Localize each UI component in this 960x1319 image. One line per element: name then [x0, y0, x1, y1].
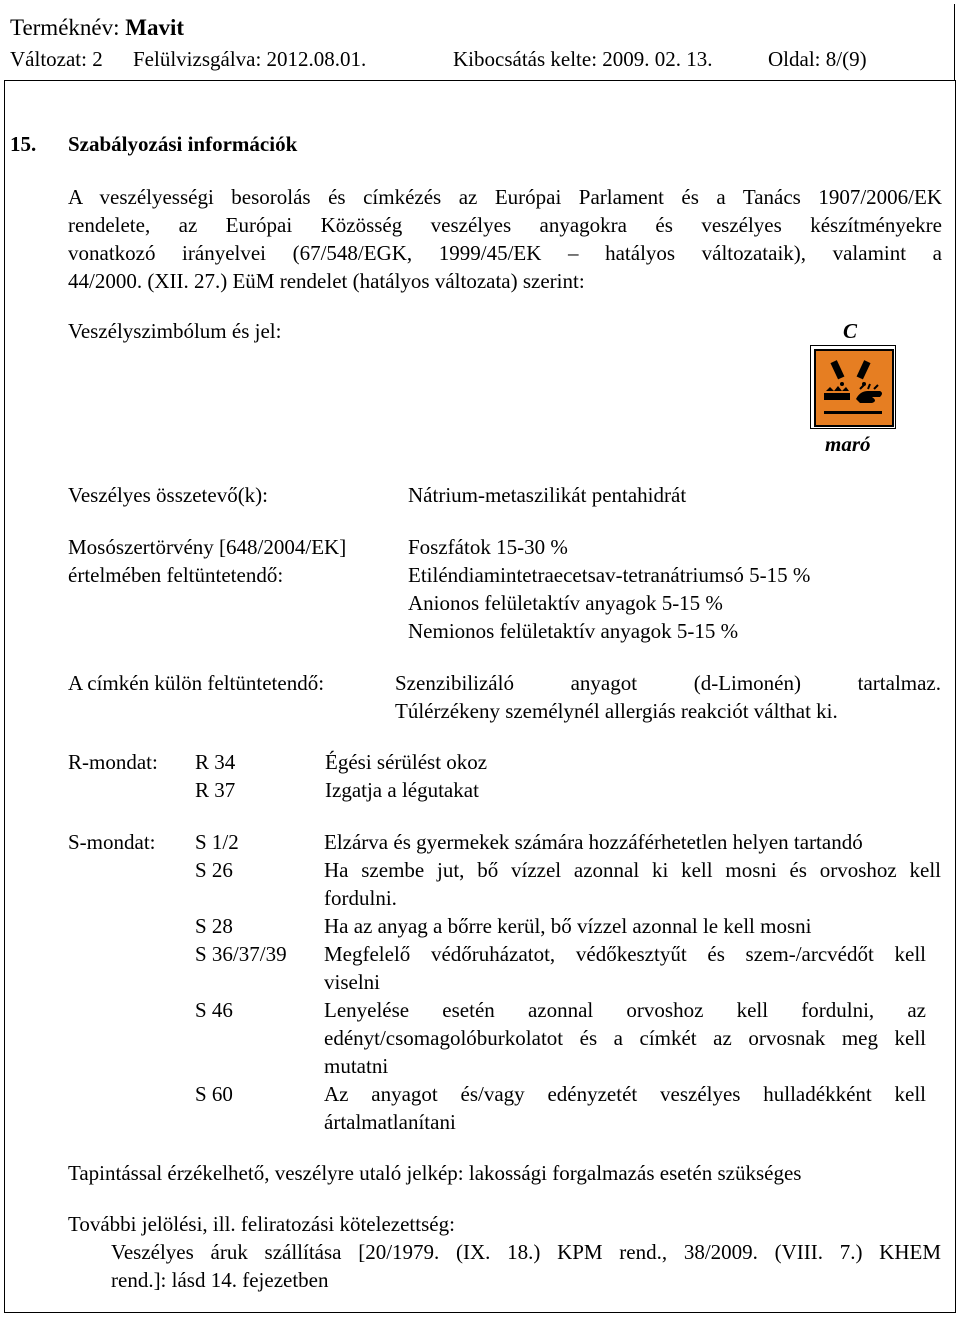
label-note-label: A címkén külön feltüntetendő: [68, 671, 325, 695]
s-phrase-text: Megfelelő védőruházatot, védőkesztyűt és szem-/arcvédőt kell [324, 942, 926, 966]
label-note-line-1: Szenzibilizáló anyagot (d-Limonén) tartalmaz. [395, 671, 941, 695]
detergent-item: Foszfátok 15-30 % [408, 535, 568, 559]
detergent-label-2: értelmében feltüntetendő: [68, 563, 284, 587]
s-phrase-text: Ha szembe jut, bő vízzel azonnal ki kell mosni és orvoshoz kell [324, 858, 941, 882]
r-phrase-text: Izgatja a légutakat [325, 778, 479, 802]
s-phrase-label: S-mondat: [68, 830, 156, 854]
detergent-item: Anionos felületaktív anyagok 5-15 % [408, 591, 723, 615]
s-phrase-code: S 28 [195, 914, 233, 938]
section-number: 15. [10, 132, 37, 156]
s-phrase-code: S 36/37/39 [195, 942, 287, 966]
product-line [10, 14, 184, 42]
detergent-item: Etiléndiamintetraecetsav-tetranátriumsó 5-15 % [408, 563, 811, 587]
intro-line-4: 44/2000. (XII. 27.) EüM rendelet (hatályos változata) szerint: [68, 269, 585, 293]
s-phrase-text: viselni [324, 970, 380, 994]
s-phrase-text: mutatni [324, 1054, 389, 1078]
r-phrase-code: R 37 [195, 778, 236, 802]
s-phrase-text: fordulni. [324, 886, 397, 910]
page-number: Oldal: 8/(9) [768, 47, 867, 71]
ingredient-value: Nátrium-metaszilikát pentahidrát [408, 483, 687, 507]
issue-date: Kibocsátás kelte: 2009. 02. 13. [453, 47, 713, 71]
hazard-name: maró [825, 432, 871, 456]
ingredient-label: Veszélyes összetevő(k): [68, 483, 269, 507]
s-phrase-code: S 46 [195, 998, 233, 1022]
r-phrase-text: Égési sérülést okoz [325, 750, 488, 774]
section-title: Szabályozási információk [68, 132, 298, 156]
s-phrase-text: edényt/csomagolóburkolatot és a címkét az orvosnak meg kell [324, 1026, 926, 1050]
tactile-note: Tapintással érzékelhető, veszélyre utaló jelkép: lakossági forgalmazás esetén szükséges [68, 1161, 802, 1185]
corrosive-hazard-icon [810, 345, 896, 429]
r-phrase-code: R 34 [195, 750, 236, 774]
product-name: Mavit [125, 15, 185, 40]
label-note-line-2: Túlérzékeny személynél allergiás reakciót válthat ki. [395, 699, 838, 723]
s-phrase-code: S 26 [195, 858, 233, 882]
intro-line-2: rendelete, az Európai Közösség veszélyes anyagokra és veszélyes készítményekre [68, 213, 942, 237]
further-line-2: rend.]: lásd 14. fejezetben [111, 1268, 329, 1292]
s-phrase-text: ártalmatlanítani [324, 1110, 456, 1134]
version: Változat: 2 [10, 47, 103, 71]
s-phrase-text: Elzárva és gyermekek számára hozzáférhetetlen helyen tartandó [324, 830, 863, 854]
s-phrase-text: Lenyelése esetén azonnal orvoshoz kell fordulni, az [324, 998, 926, 1022]
s-phrase-text: Ha az anyag a bőrre kerül, bő vízzel azonnal le kell mosni [324, 914, 812, 938]
product-label: Terméknév: [10, 15, 120, 40]
s-phrase-code: S 60 [195, 1082, 233, 1106]
detergent-label-1: Mosószertörvény [648/2004/EK] [68, 535, 347, 559]
intro-line-3: vonatkozó irányelvei (67/548/EGK, 1999/45/EK – hatályos változataik), valamint a [68, 241, 942, 265]
revised-date: Felülvizsgálva: 2012.08.01. [133, 47, 367, 71]
further-label: További jelölési, ill. feliratozási kötelezettség: [68, 1212, 455, 1236]
hazard-code: C [843, 319, 858, 343]
intro-line-1: A veszélyességi besorolás és címkézés az Európai Parlament és a Tanács 1907/2006/EK [68, 185, 942, 209]
further-line-1: Veszélyes áruk szállítása [20/1979. (IX. 18.) KPM rend., 38/2009. (VIII. 7.) KHEM [111, 1240, 941, 1264]
r-phrase-label: R-mondat: [68, 750, 158, 774]
hazard-label: Veszélyszimbólum és jel: [68, 319, 282, 343]
s-phrase-code: S 1/2 [195, 830, 239, 854]
detergent-item: Nemionos felületaktív anyagok 5-15 % [408, 619, 739, 643]
s-phrase-text: Az anyagot és/vagy edényzetét veszélyes hulladékként kell [324, 1082, 926, 1106]
